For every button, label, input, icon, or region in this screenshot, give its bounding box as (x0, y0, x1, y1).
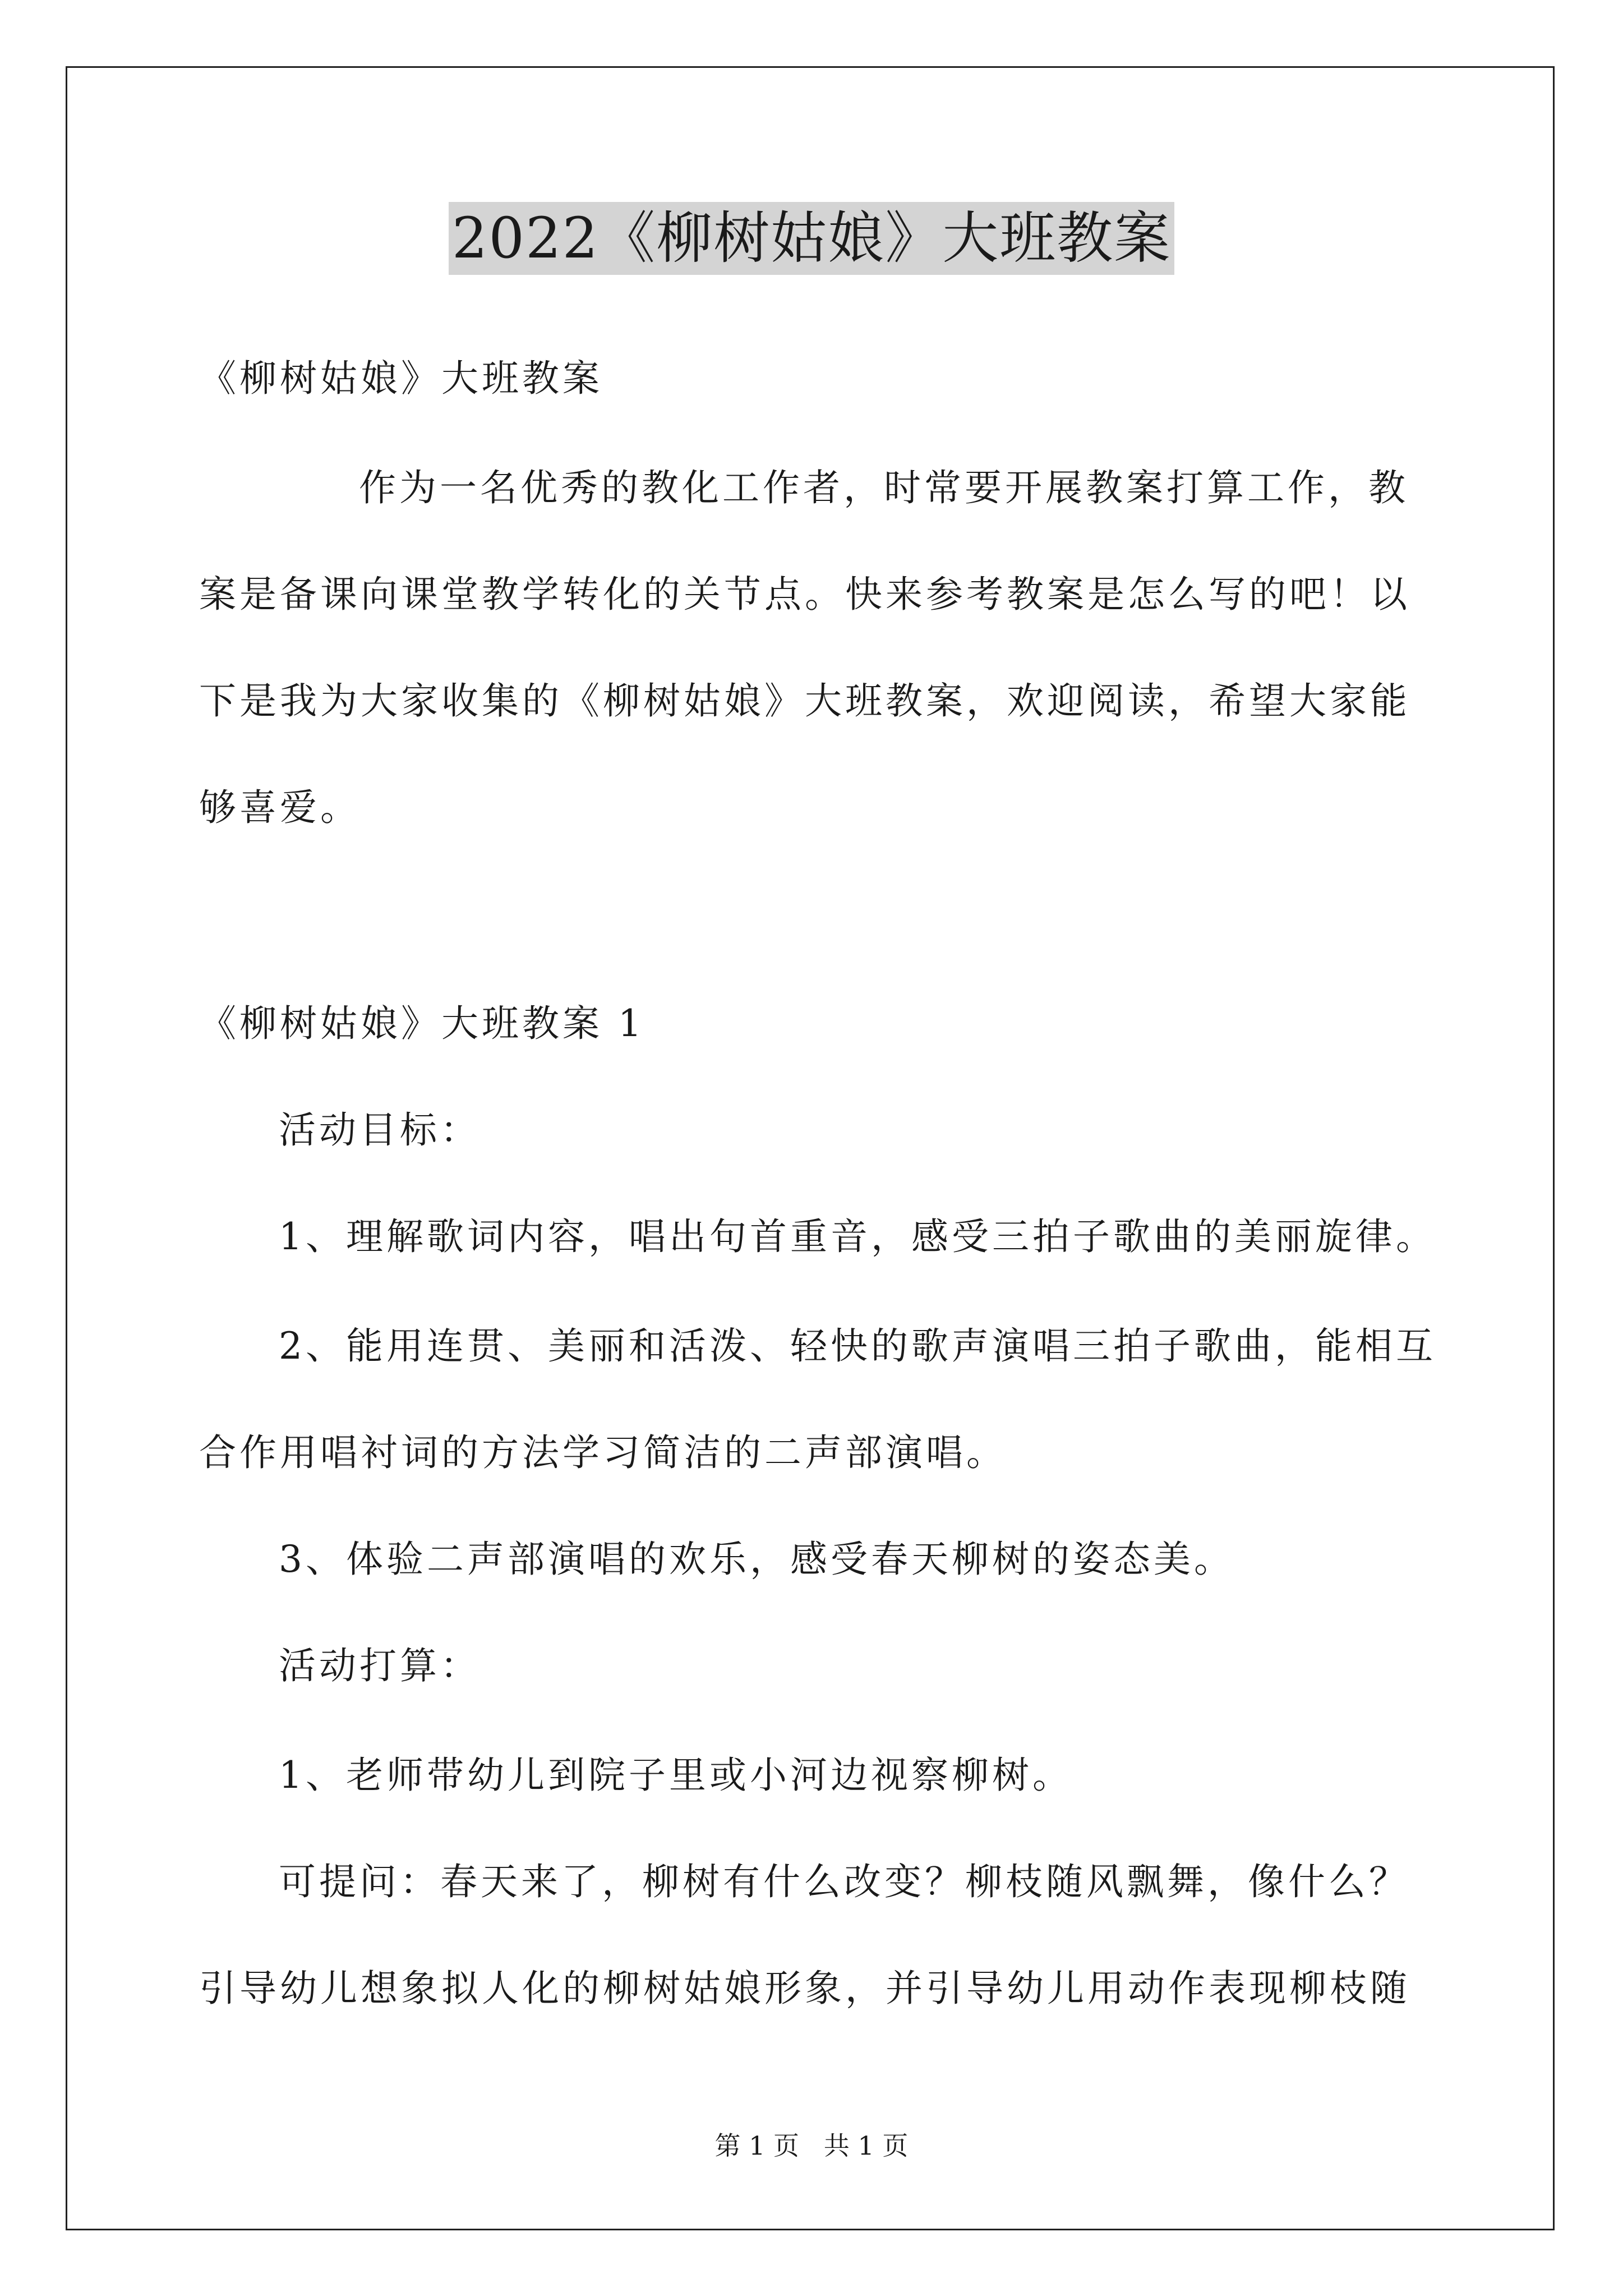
section-heading: 《柳树姑娘》大班教案 1 (199, 1002, 645, 1045)
intro-line-4: 够喜爱。 (199, 786, 361, 829)
guidance-line: 引导幼儿想象拟人化的柳树姑娘形象，并引导幼儿用动作表现柳枝随 (199, 1967, 1410, 2010)
title-container (0, 202, 1623, 275)
question-line: 可提问：春天来了，柳树有什么改变？柳枝随风飘舞，像什么？ (279, 1860, 1409, 1903)
subtitle-line: 《柳树姑娘》大班教案 (199, 357, 603, 400)
goals-heading: 活动目标： (279, 1108, 481, 1152)
goal-item-3: 3、体验二声部演唱的欢乐，感受春天柳树的姿态美。 (279, 1538, 1234, 1581)
intro-line-1: 作为一名优秀的教化工作者，时常要开展教案打算工作，教 (359, 466, 1409, 509)
goal-item-2: 2、能用连贯、美丽和活泼、轻快的歌声演唱三拍子歌曲，能相互 (279, 1324, 1436, 1368)
prep-heading: 活动打算： (279, 1644, 481, 1687)
page-footer: 第 1 页 共 1 页 (714, 2131, 909, 2161)
prep-item-1: 1、老师带幼儿到院子里或小河边视察柳树。 (279, 1754, 1073, 1797)
document-title: 2022《柳树姑娘》大班教案 (449, 202, 1175, 275)
intro-line-2: 案是备课向课堂教学转化的关节点。快来参考教案是怎么写的吧！以 (199, 573, 1410, 616)
goal-item-1: 1、理解歌词内容，唱出句首重音，感受三拍子歌曲的美丽旋律。 (279, 1215, 1436, 1258)
goal-item-2-cont: 合作用唱衬词的方法学习简洁的二声部演唱。 (199, 1431, 1007, 1474)
intro-line-3: 下是我为大家收集的《柳树姑娘》大班教案，欢迎阅读，希望大家能 (199, 679, 1410, 723)
